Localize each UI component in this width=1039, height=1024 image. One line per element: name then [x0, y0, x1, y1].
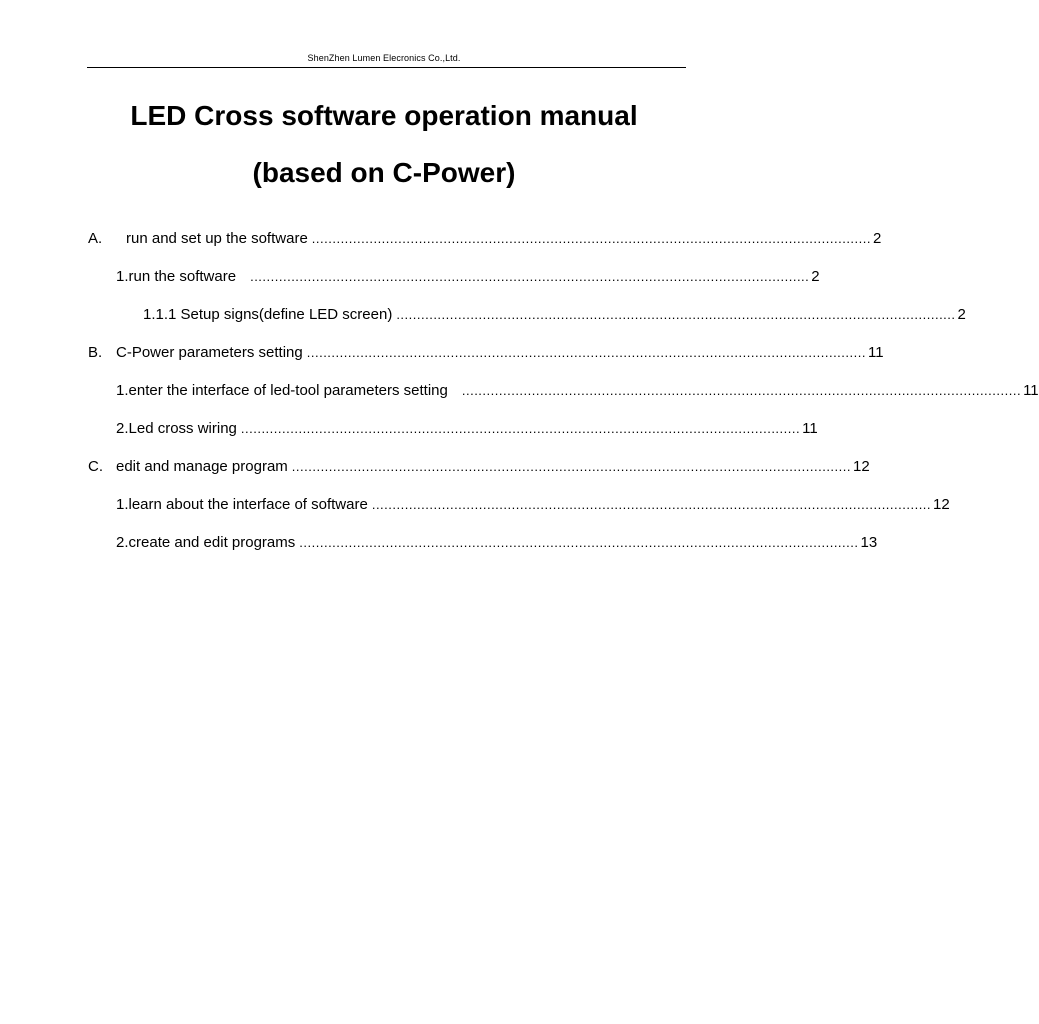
toc-leader-dots: ........................................................................................................................................ [371, 497, 932, 512]
toc-entry-label: 1.1.1 Setup signs(define LED screen) [143, 306, 393, 323]
toc-entry-a[interactable] [88, 229, 882, 249]
page-header: ShenZhen Lumen Elecronics Co.,Ltd. [307, 53, 461, 63]
toc-entry-label: 2.Led cross wiring [116, 420, 237, 437]
toc-entry-label: 1.learn about the interface of software [116, 496, 368, 513]
toc-leader-dots: ........................................................................................................................................ [461, 383, 1022, 398]
toc-leader-dots: ........................................................................................................................................ [396, 307, 956, 322]
toc-entry-label: C-Power parameters setting [116, 344, 303, 361]
toc-entry-b-2[interactable] [116, 419, 818, 439]
toc-entry-page: 11 [867, 344, 884, 361]
document-subtitle: (based on C-Power) [252, 157, 516, 188]
toc-leader-dots: ........................................................................................................................................ [250, 269, 810, 284]
toc-leader-dots: ........................................................................................................................................ [299, 535, 859, 550]
toc-leader-dots: ........................................................................................................................................ [291, 459, 851, 474]
toc-entry-label: 1.enter the interface of led-tool parameters setting [116, 382, 448, 399]
toc-entry-label: edit and manage program [116, 458, 288, 475]
toc-leader-dots: ........................................................................................................................................ [306, 345, 866, 360]
toc-entry-prefix: A. [88, 230, 103, 247]
document-title: LED Cross software operation manual [130, 100, 638, 131]
toc-entry-page: 2 [957, 306, 966, 323]
toc-entry-a-1[interactable] [116, 267, 820, 287]
toc-entry-page: 2 [811, 268, 820, 285]
toc-entry-page: 13 [860, 534, 878, 551]
toc-leader-dots: ........................................................................................................................................ [311, 231, 871, 246]
header-divider [87, 67, 686, 68]
toc-entry-a-1-1-1[interactable] [143, 305, 966, 325]
toc-entry-page: 11 [802, 420, 818, 437]
toc-entry-page: 12 [933, 496, 950, 513]
toc-entry-page: 11 [1023, 382, 1039, 399]
toc-entry-label: 1.run the software [116, 268, 237, 285]
toc-entry-label: run and set up the software [126, 230, 308, 247]
toc-entry-c[interactable] [88, 457, 870, 477]
toc-entry-b[interactable] [88, 343, 884, 363]
toc-entry-prefix: C. [88, 458, 103, 475]
toc-entry-c-1[interactable] [116, 495, 950, 515]
toc-entry-c-2[interactable] [116, 533, 878, 553]
toc-entry-page: 2 [873, 230, 882, 247]
toc-entry-page: 12 [853, 458, 870, 475]
toc-leader-dots: ........................................................................................................................................ [240, 421, 801, 436]
toc-entry-prefix: B. [88, 344, 103, 361]
toc-entry-b-1[interactable] [116, 381, 1039, 401]
toc-entry-label: 2.create and edit programs [116, 534, 296, 551]
